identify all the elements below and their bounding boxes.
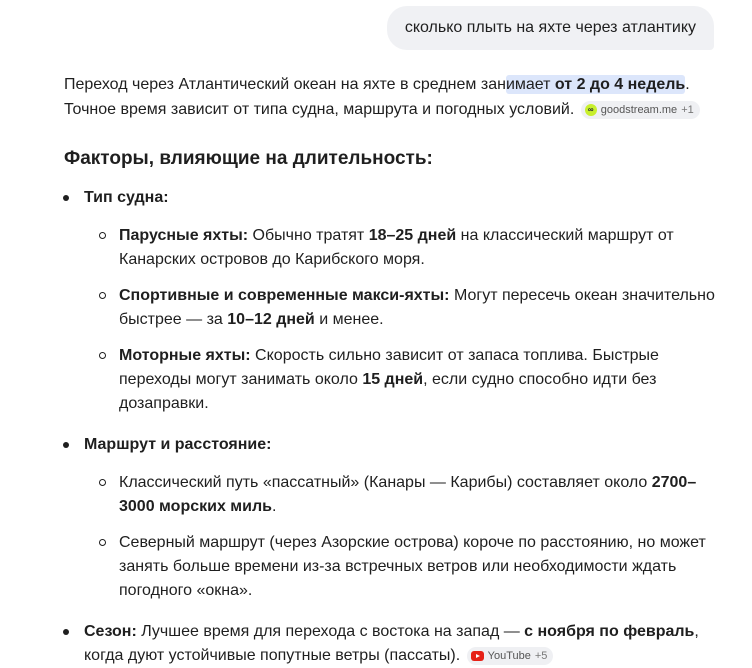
sub-item-text: Северный маршрут (через Азорские острова) короче по расстоянию, но может занять больше времени из-за встречных ветров или необходимости ждать погодного «окна». — [119, 534, 706, 599]
sub-item-sailing-yachts — [84, 224, 724, 272]
sub-item-text: , если судно способно идти без дозаправки. — [119, 371, 657, 412]
answer-intro — [64, 72, 724, 122]
season-bold: с ноября по февраль — [524, 623, 695, 640]
sub-item-text: Классический путь «пассатный» (Канары — Карибы) составляет около — [119, 474, 652, 491]
sub-item-northern-route — [84, 531, 724, 603]
user-message-text: сколько плыть на яхте через атлантику — [404, 19, 696, 36]
user-message-bubble — [387, 6, 714, 50]
sub-item-text: . — [271, 498, 277, 515]
factor-item-vessel-type — [64, 186, 724, 416]
factor-item-season — [64, 620, 724, 668]
source-chip-label: YouTube — [487, 650, 531, 662]
sub-item-maxi-yachts — [84, 284, 724, 332]
intro-text-part3: . — [685, 76, 690, 93]
sub-item-text: Могут пересечь океан значительно быстрее — за — [119, 287, 715, 328]
sub-item-motor-yachts — [84, 344, 724, 416]
source-chip-youtube[interactable] — [467, 647, 554, 665]
sub-item-label: Моторные яхты: — [119, 347, 251, 364]
sub-item-bold: 18–25 дней — [368, 227, 457, 244]
youtube-icon — [471, 651, 484, 661]
source-chip-extra: +5 — [534, 650, 548, 662]
intro-highlight — [506, 75, 685, 94]
factor-title: Сезон: — [84, 623, 137, 640]
sub-item-bold: 15 дней — [362, 371, 424, 388]
sub-item-bold: 10–12 дней — [227, 311, 315, 328]
sub-item-text: Скорость сильно зависит от запаса топлива. Быстрые переходы могут занимать около — [119, 347, 659, 388]
route-sublist — [84, 471, 724, 603]
intro-duration: от 2 до 4 недель — [554, 76, 686, 93]
sub-item-label: Спортивные и современные макси-яхты: — [119, 287, 450, 304]
goodstream-icon: ∞ — [585, 104, 597, 116]
sub-item-bold: 2700–3000 морских миль — [119, 474, 697, 515]
season-text: , когда дуют устойчивые попутные ветры (пассаты). — [84, 623, 699, 664]
sub-item-label: Парусные яхты: — [119, 227, 249, 244]
intro-line2: Точное время зависит от типа судна, маршрута и погодных условий. — [64, 101, 575, 118]
assistant-answer — [64, 72, 724, 664]
vessel-type-sublist — [84, 224, 724, 416]
sub-item-text: и менее. — [314, 311, 384, 328]
source-chip-extra: +1 — [681, 104, 694, 116]
sub-item-trade-wind-route — [84, 471, 724, 519]
factor-item-route — [64, 433, 724, 603]
season-text: Лучшее время для перехода с востока на запад — — [136, 623, 525, 640]
source-chip-label: goodstream.me — [600, 104, 678, 116]
sub-item-text: Обычно тратят — [248, 227, 369, 244]
intro-text-part1: Переход через Атлантический океан на яхте в среднем зан — [64, 76, 506, 93]
factors-heading: Факторы, влияющие на длительность: — [64, 148, 433, 169]
factor-title: Тип судна: — [84, 189, 169, 206]
sub-item-text: на классический маршрут от Канарских островов до Карибского моря. — [119, 227, 674, 268]
intro-text-part2: имает — [505, 76, 555, 93]
source-chip-goodstream[interactable] — [581, 101, 700, 119]
factors-list — [64, 186, 724, 668]
factor-title: Маршрут и расстояние: — [84, 436, 272, 453]
